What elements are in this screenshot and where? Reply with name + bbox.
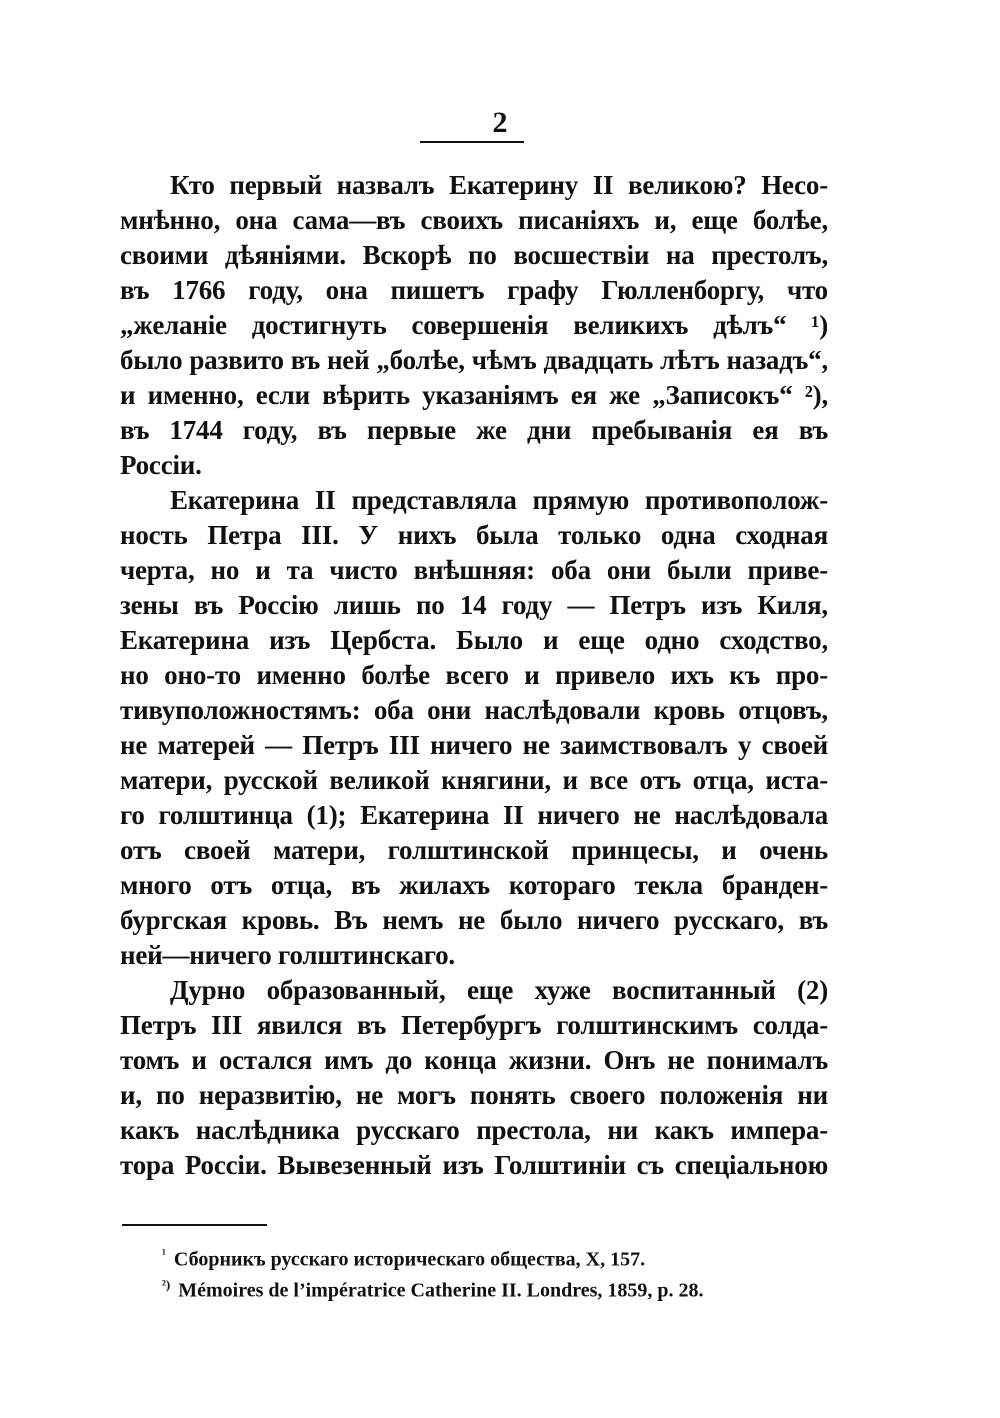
text-line: и именно, если вѣрить указаніямъ ея же „Записокъ“ ²), bbox=[120, 380, 828, 410]
text-line: го голштинца (1); Екатерина II ничего не наслѣдовала bbox=[120, 800, 828, 830]
text-line: своими дѣяніями. Вскорѣ по восшествіи на престолъ, bbox=[120, 240, 828, 270]
text-line: въ 1766 году, она пишетъ графу Гюлленборгу, что bbox=[120, 275, 828, 305]
text-line: Дурно образованный, еще хуже воспитанный (2) bbox=[170, 975, 828, 1005]
text-line: Екатерина II представляла прямую противополож- bbox=[170, 485, 828, 515]
text-line: отъ своей матери, голштинской принцесы, и очень bbox=[120, 835, 828, 865]
footnote-mark: ¹ bbox=[162, 1246, 166, 1261]
footnote-text: Mémoires de l’impératrice Catherine II. Londres, 1859, p. 28. bbox=[178, 1279, 704, 1302]
text-line: Петръ III явился въ Петербургъ голштинскимъ солда- bbox=[120, 1010, 828, 1040]
text-line: Россіи. bbox=[120, 450, 202, 480]
paragraph-3 bbox=[120, 973, 828, 1183]
text-line: бургская кровь. Въ немъ не было ничего русскаго, въ bbox=[120, 905, 828, 935]
text-line: ней—ничего голштинскаго. bbox=[120, 940, 455, 970]
page-number: 2 bbox=[492, 106, 508, 139]
text-line: тивуположностямъ: оба они наслѣдовали кровь отцовъ, bbox=[120, 695, 828, 725]
text-line: матери, русской великой княгини, и все отъ отца, иста- bbox=[120, 765, 828, 795]
page-number-rule bbox=[420, 141, 524, 143]
paragraph-1 bbox=[120, 168, 828, 483]
text-line: не матерей — Петръ III ничего не заимствовалъ у своей bbox=[120, 730, 828, 760]
text-line: и, по неразвитію, не могъ понять своего положенія ни bbox=[120, 1080, 828, 1110]
text-line: какъ наслѣдника русскаго престола, ни какъ импера- bbox=[120, 1115, 828, 1145]
text-line: было развито въ ней „болѣе, чѣмъ двадцать лѣтъ назадъ“, bbox=[120, 345, 828, 375]
text-line: въ 1744 году, въ первые же дни пребыванія ея въ bbox=[120, 415, 828, 445]
body-text bbox=[120, 168, 828, 1183]
footnotes bbox=[162, 1238, 828, 1300]
footnote-1 bbox=[162, 1238, 828, 1269]
footnote-rule bbox=[122, 1224, 267, 1226]
text-line: тора Россіи. Вывезенный изъ Голштиніи съ спеціальною bbox=[120, 1150, 828, 1180]
text-line: зены въ Россію лишь по 14 году — Петръ изъ Киля, bbox=[120, 590, 828, 620]
footnote-2 bbox=[162, 1269, 828, 1300]
footnote-mark: ²) bbox=[162, 1277, 171, 1292]
text-line: Кто первый назвалъ Екатерину II великою? Несо- bbox=[170, 170, 828, 200]
text-line: много отъ отца, въ жилахъ котораго текла бранден- bbox=[120, 870, 828, 900]
text-line: ность Петра III. У нихъ была только одна сходная bbox=[120, 520, 828, 550]
text-line: „желаніе достигнуть совершенія великихъ дѣлъ“ ¹) bbox=[120, 310, 828, 340]
text-line: томъ и остался имъ до конца жизни. Онъ не понималъ bbox=[120, 1045, 828, 1075]
footnote-text: Сборникъ русскаго историческаго общества, X, 157. bbox=[173, 1248, 646, 1271]
text-line: Екатерина изъ Цербста. Было и еще одно сходство, bbox=[120, 625, 828, 655]
paragraph-2 bbox=[120, 483, 828, 973]
text-line: но оно-то именно болѣе всего и привело ихъ къ про- bbox=[120, 660, 828, 690]
text-line: мнѣнно, она сама—въ своихъ писаніяхъ и, еще болѣе, bbox=[120, 205, 828, 235]
text-line: черта, но и та чисто внѣшняя: оба они были приве- bbox=[120, 555, 828, 585]
